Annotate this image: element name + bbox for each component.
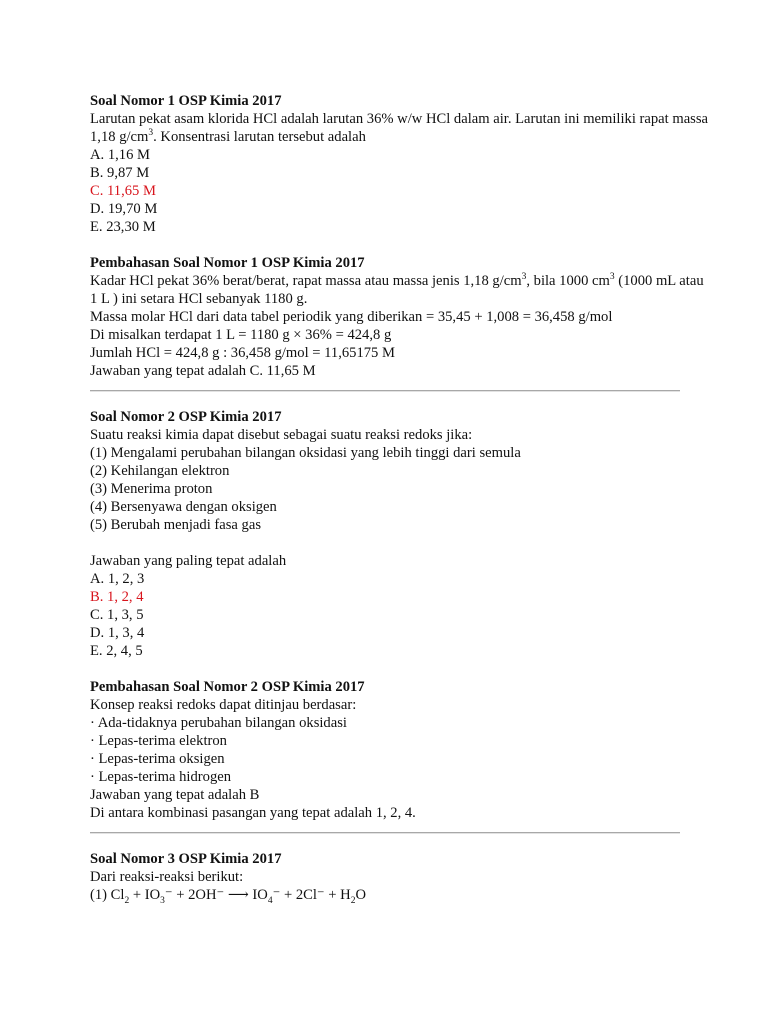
q2-title: Soal Nomor 2 OSP Kimia 2017	[90, 409, 282, 425]
q1-option-b: B. 9,87 M	[90, 165, 150, 181]
q3-title: Soal Nomor 3 OSP Kimia 2017	[90, 851, 282, 867]
section-divider	[90, 390, 680, 392]
q2-option-c: C. 1, 3, 5	[90, 607, 144, 623]
q2-option-b-correct: B. 1, 2, 4	[90, 589, 144, 605]
q1-option-e: E. 23,30 M	[90, 219, 156, 235]
p1-line-5: Jawaban yang tepat adalah C. 11,65 M	[90, 363, 316, 379]
q2-item-4: (4) Bersenyawa dengan oksigen	[90, 499, 277, 515]
p2-bullet-1: · Ada-tidaknya perubahan bilangan oksidasi	[90, 715, 347, 731]
p1-line-4: Jumlah HCl = 424,8 g : 36,458 g/mol = 11,65175 M	[90, 345, 395, 361]
q1-stem: Larutan pekat asam klorida HCl adalah larutan 36% w/w HCl dalam air. Larutan ini memiliki rapat massa 1,18 $g/cm^3$. Konsentrasi larutan tersebut adalah	[90, 111, 709, 145]
q1-option-d: D. 19,70 M	[90, 201, 158, 217]
q2-prompt: Jawaban yang paling tepat adalah	[90, 553, 287, 569]
q2-item-3: (3) Menerima proton	[90, 481, 213, 497]
document-content	[90, 92, 710, 904]
p1-line-2: Massa molar HCl dari data tabel periodik yang diberikan = 35,45 + 1,008 = 36,458 g/mol	[90, 309, 613, 325]
q2-option-d: D. 1, 3, 4	[90, 625, 145, 641]
p2-line-1: Jawaban yang tepat adalah B	[90, 787, 260, 803]
p2-bullet-4: · Lepas-terima hidrogen	[90, 769, 232, 785]
q2-item-5: (5) Berubah menjadi fasa gas	[90, 517, 262, 533]
p2-title: Pembahasan Soal Nomor 2 OSP Kimia 2017	[90, 679, 365, 695]
q1-title: Soal Nomor 1 OSP Kimia 2017	[90, 93, 282, 109]
q1-option-a: A. 1,16 M	[90, 147, 150, 163]
p1-line-3: Di misalkan terdapat 1 L = 1180 g × 36% = 424,8 g	[90, 327, 392, 343]
p2-bullet-2: · Lepas-terima elektron	[90, 733, 227, 749]
q2-option-e: E. 2, 4, 5	[90, 643, 143, 659]
p1-title: Pembahasan Soal Nomor 1 OSP Kimia 2017	[90, 255, 365, 271]
q2-option-a: A. 1, 2, 3	[90, 571, 145, 587]
p2-line-2: Di antara kombinasi pasangan yang tepat adalah 1, 2, 4.	[90, 805, 416, 821]
section-divider	[90, 832, 680, 834]
q3-stem: Dari reaksi-reaksi berikut:	[90, 869, 244, 885]
p2-bullet-3: · Lepas-terima oksigen	[90, 751, 225, 767]
q3-equation-1: (1) $Cl_2 + IO_3^- + 2OH^-$ ⟶ $IO_4^- + 2Cl^- + H_2O$	[90, 887, 366, 906]
q1-option-c-correct: C. 11,65 M	[90, 183, 156, 199]
p2-intro: Konsep reaksi redoks dapat ditinjau berdasar:	[90, 697, 357, 713]
p1-line-1: Kadar HCl pekat 36% berat/berat, rapat massa atau massa jenis 1,18 $g/cm^3$, bila 1000 $cm^3$ (1000 mL atau 1 L ) ini setara HCl sebanyak 1180 g.	[90, 272, 704, 307]
q2-stem: Suatu reaksi kimia dapat disebut sebagai suatu reaksi redoks jika:	[90, 427, 473, 443]
q2-item-1: (1) Mengalami perubahan bilangan oksidasi yang lebih tinggi dari semula	[90, 445, 521, 461]
q2-item-2: (2) Kehilangan elektron	[90, 463, 230, 479]
